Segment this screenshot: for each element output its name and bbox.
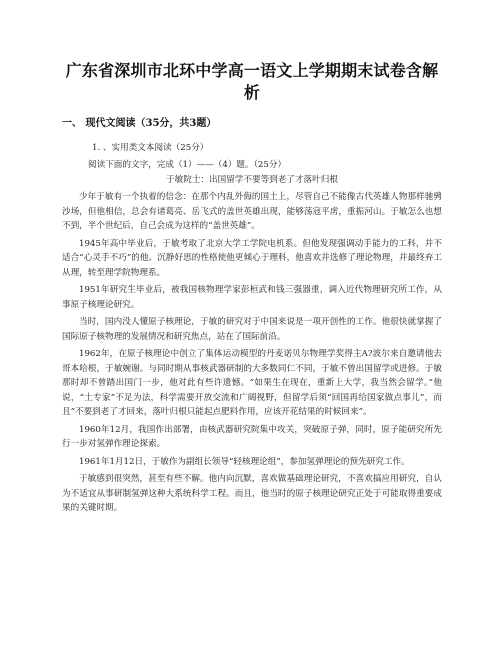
article-paragraph: 1945年高中毕业后，于敏考取了北京大学工学院电机系。但他发现强调动手能力的工科，并不适合“心灵手不巧”的他。沉静好思的性格使他更倾心于理科，他喜欢并选修了理论物理，并最终弃工从理，转至理学院物理系。 — [62, 238, 442, 278]
article-paragraph: 少年于敏有一个执着的信念：在那个内乱外侮的国土上，尽管自己不能像古代英雄人物那样驰骋沙场，但他相信，总会有诸葛亮、岳飞式的盖世英雄出现，能够荡寇平虏，重振河山。于敏怎么也想不到，半个世纪后，自己会成为这样的“盖世英雄”。 — [62, 192, 442, 231]
article-paragraph: 于敏感到很突然，甚至有些不解。他内向沉默，喜欢做基础理论研究，不喜欢搞应用研究，自认为不适宜从事研制氢弹这种大系统科学工程。而且，他当时的原子核理论研究正处于可能取得重要成果的关键时期。 — [62, 474, 442, 513]
question-instruction: 阅读下面的文字，完成（1）——（4）题。（25分） — [88, 160, 287, 170]
article-paragraph: 当时，国内没人懂原子核理论，于敏的研究对于中国来说是一项开创性的工作。他很快就掌握了国际原子核物理的发展情况和研究焦点，站在了国际前沿。 — [62, 317, 442, 342]
article-paragraph: 1960年12月，我国作出部署，由核武器研究院集中攻关，突破原子弹，同时，原子能研究所先行一步对氢弹作理论探索。 — [62, 424, 442, 449]
question-label: 1. 、实用类文本阅读（25分） — [92, 143, 209, 153]
article-paragraph: 1962年，在原子核理论中创立了集体运动模型的丹麦诺贝尔物理学奖得主A?波尔来自邀请他去哥本哈根，于敏婉谢。与同时期从事核武器研制的大多数同仁不同，于敏不曾出国留学或进修。于敏那时却不曾踏出国门一步，他对此有些许遗憾。“如果生在现在，重新上大学，我当然会留学。”他说，“土专家”不足为法，科学需要开放交流和广阔视野，但留学后须“回国再给国家做点事儿”，而且“不要到老了才回来，落叶归根只能起点肥料作用，应该开花结果的时候回来”。 — [62, 349, 442, 417]
article-title: 于敏院士：出国留学不要等到老了才落叶归根 — [166, 175, 338, 185]
section-heading: 一、 现代文阅读（35分，共3题） — [62, 118, 217, 129]
article-paragraph: 1961年1月12日，于敏作为副组长领导“轻核理论组”，参加氢弹理论的预先研究工作。 — [79, 456, 410, 467]
document-title: 广东省深圳市北环中学高一语文上学期期末试卷含解析 — [65, 61, 439, 102]
article-paragraph: 1951年研究生毕业后，被我国核物理学家彭桓武和钱三强器重，调入近代物理研究所工作，从事原子核理论研究。 — [62, 285, 442, 310]
